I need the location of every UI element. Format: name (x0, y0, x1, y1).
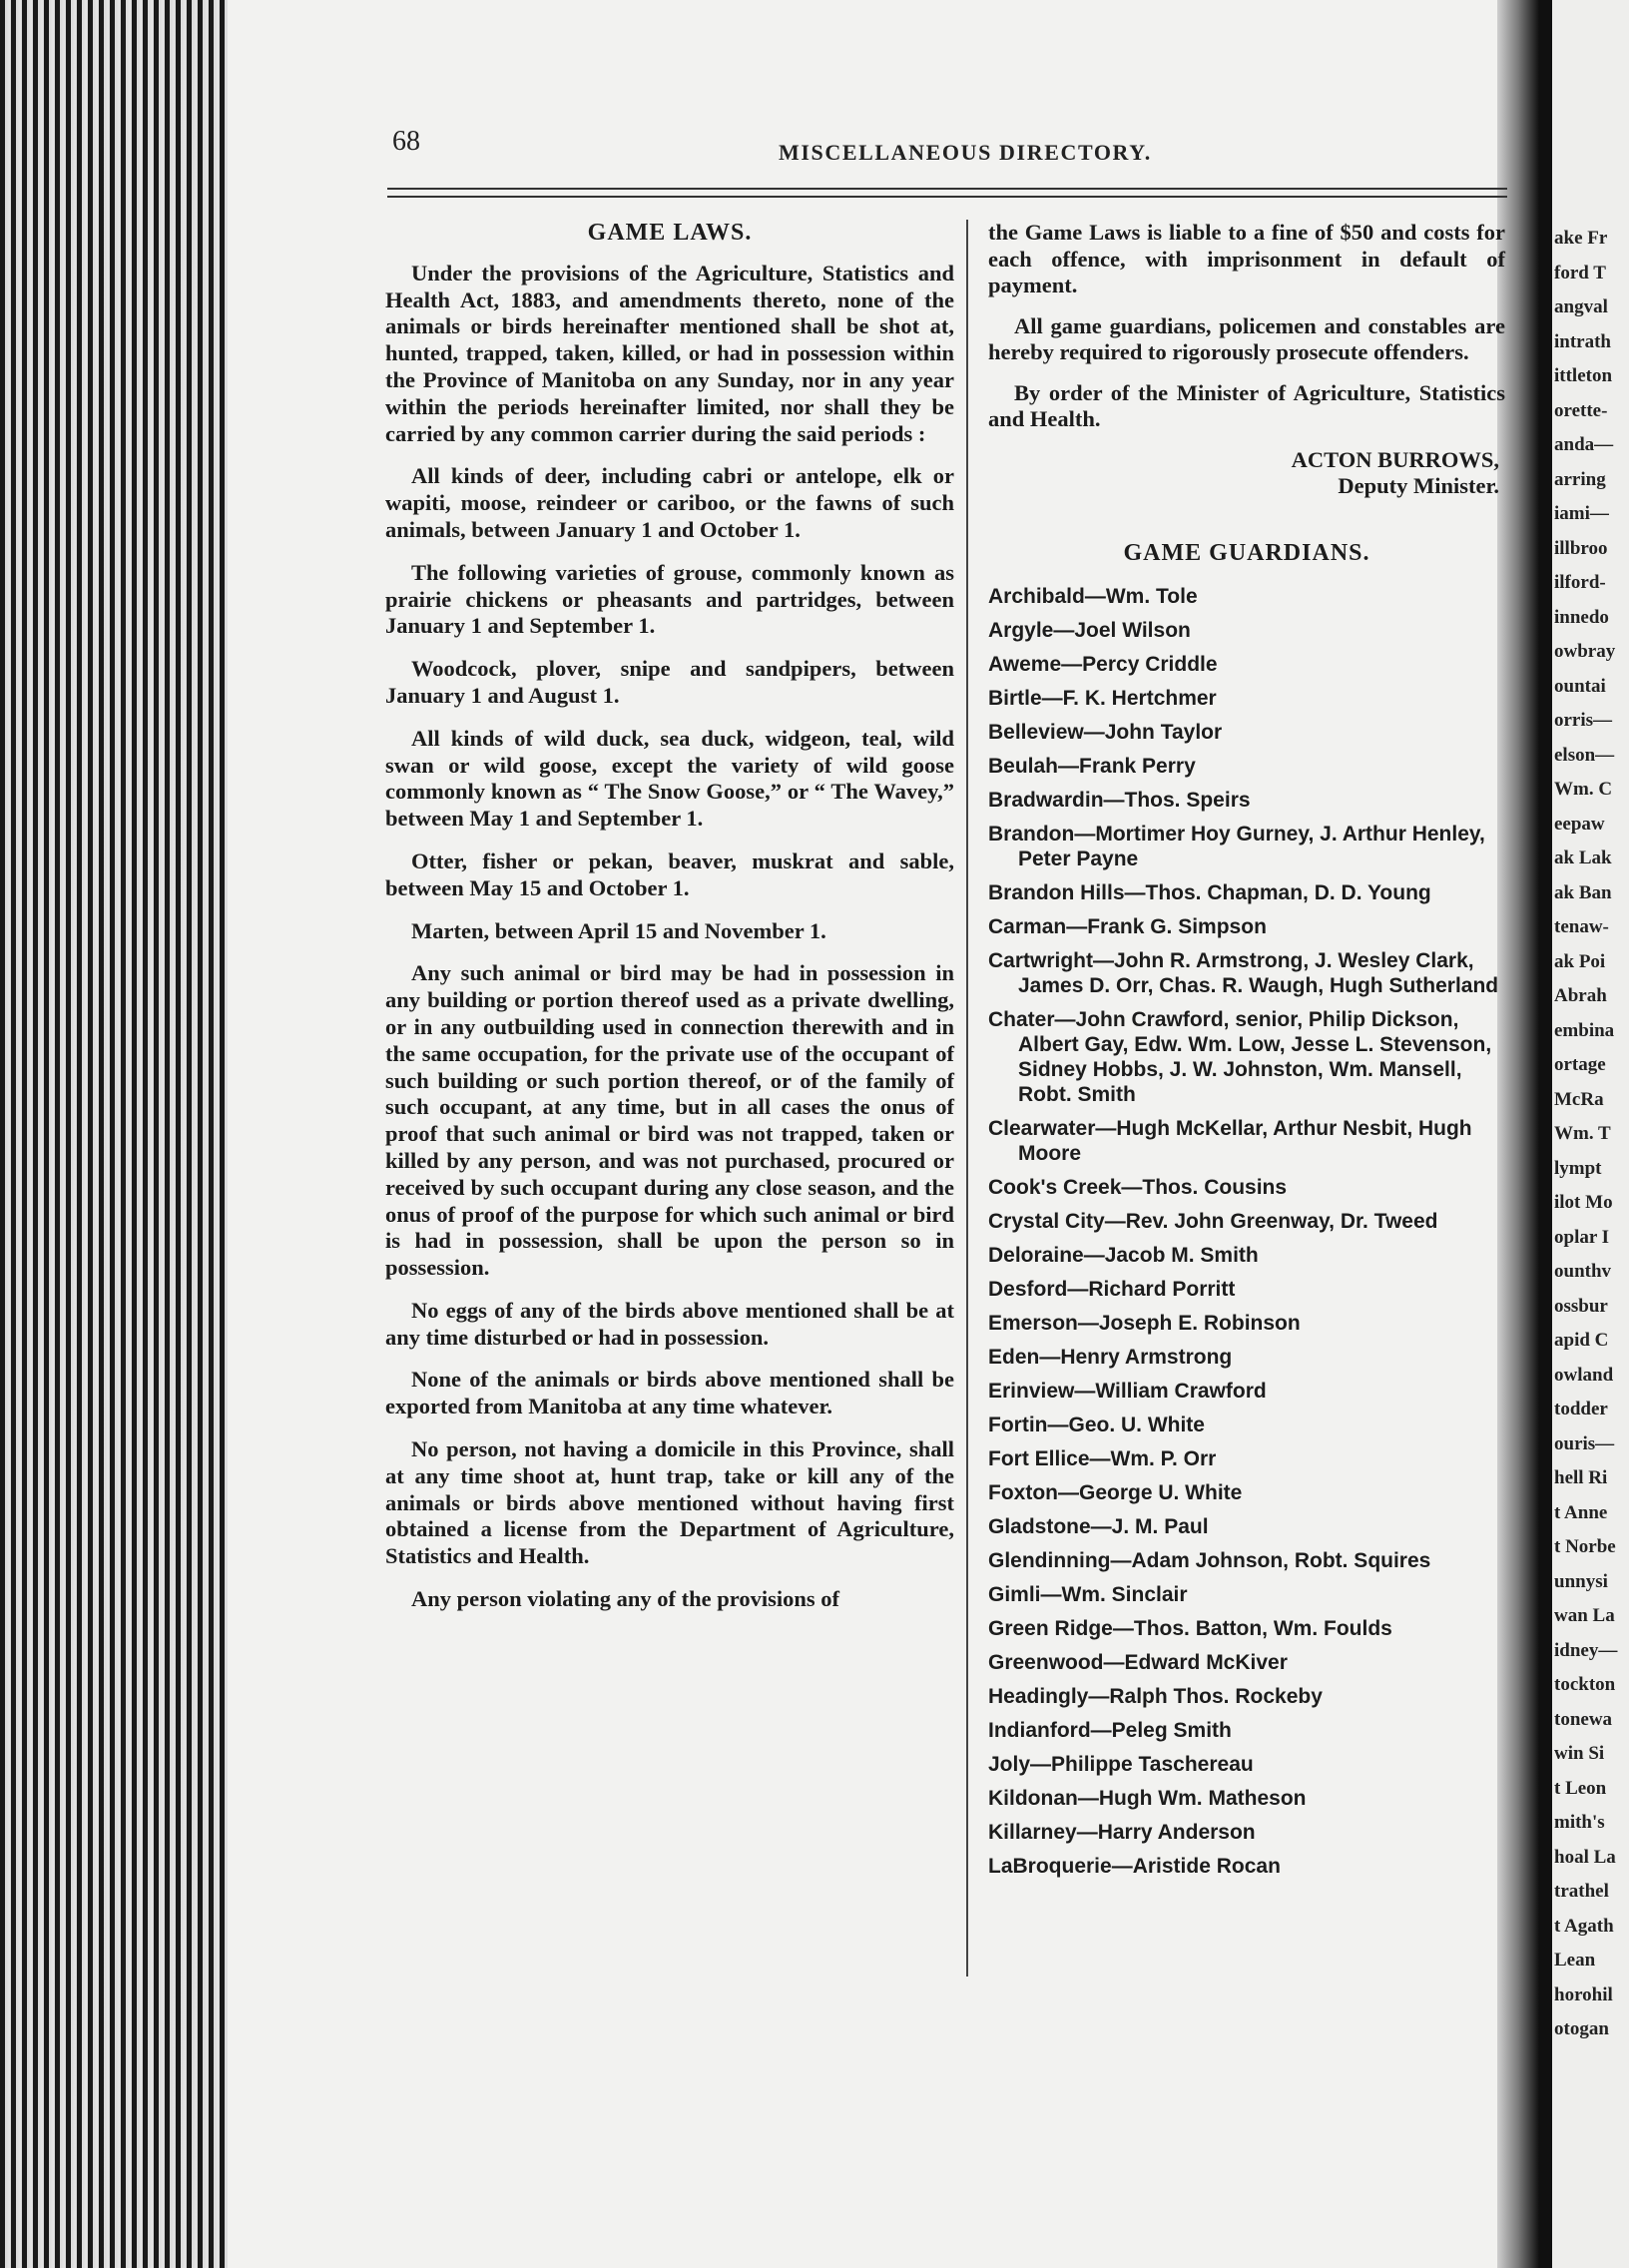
facing-page-line: oplar I (1554, 1226, 1610, 1248)
facing-page-line: innedo (1554, 606, 1609, 628)
facing-page-line: intrath (1554, 330, 1611, 352)
facing-page-line: mith's (1554, 1812, 1605, 1833)
facing-page-line: t Agath (1554, 1915, 1614, 1937)
facing-page-line: ford T (1554, 262, 1606, 284)
guardian-entry: Bradwardin—Thos. Speirs (988, 789, 1251, 812)
facing-page-line: Lean (1554, 1950, 1596, 1971)
facing-page-line: owbray (1554, 641, 1616, 662)
facing-page-line: otogan (1554, 2018, 1609, 2039)
game-law-paragraph: All kinds of wild duck, sea duck, widgeon, teal, wild swan or wild goose, except the variety of wild goose commonly known as “ The Snow Goose,” or “ The Wavey,” between May 1 and September 1. (385, 725, 954, 832)
game-laws-paragraphs (385, 261, 954, 1613)
facing-page-line: unnysi (1554, 1570, 1608, 1592)
facing-page-line: Wm. C (1554, 779, 1613, 800)
facing-page-line: ounthv (1554, 1261, 1612, 1282)
facing-page-line: wan La (1554, 1605, 1615, 1626)
guardian-entry: Eden—Henry Armstrong (988, 1346, 1233, 1369)
guardian-entry: Joly—Philippe Taschereau (988, 1753, 1254, 1776)
game-law-paragraph: Woodcock, plover, snipe and sandpipers, between January 1 and August 1. (385, 656, 954, 708)
facing-page-line: ittleton (1554, 365, 1613, 386)
facing-page-line: anda— (1554, 434, 1614, 455)
game-law-paragraph: The following varieties of grouse, commonly known as prairie chickens or pheasants and partridges, between January 1 and September 1. (385, 559, 954, 639)
guardian-entry: Foxton—George U. White (988, 1481, 1243, 1504)
guardian-entry: Deloraine—Jacob M. Smith (988, 1244, 1259, 1267)
facing-page-line: ak Ban (1554, 881, 1612, 903)
facing-page-line: orette- (1554, 399, 1608, 421)
guardian-entry: Birtle—F. K. Hertchmer (988, 687, 1217, 710)
guardian-entry: Carman—Frank G. Simpson (988, 915, 1267, 938)
guardian-entry: Cook's Creek—Thos. Cousins (988, 1176, 1288, 1199)
guardian-entry: Headingly—Ralph Thos. Rockeby (988, 1685, 1323, 1708)
facing-page-line: ortage (1554, 1054, 1606, 1075)
facing-page-line: orris— (1554, 710, 1613, 731)
guardian-entry: Indianford—Peleg Smith (988, 1719, 1232, 1742)
game-laws-column (385, 220, 954, 1629)
running-head: MISCELLANEOUS DIRECTORY. (779, 140, 1152, 165)
guardian-entry: Cartwright—John R. Armstrong, J. Wesley Clark, James D. Orr, Chas. R. Waugh, Hugh Sutherland (988, 949, 1499, 997)
facing-page-line: elson— (1554, 744, 1615, 766)
facing-page-line: tonewa (1554, 1708, 1613, 1730)
facing-page-line: hoal La (1554, 1846, 1616, 1868)
guardian-entry: Beulah—Frank Perry (988, 755, 1196, 778)
game-laws-order: By order of the Minister of Agriculture, Statistics and Health. (988, 379, 1505, 431)
facing-page-line: illbroo (1554, 537, 1608, 559)
guardian-entry: Clearwater—Hugh McKellar, Arthur Nesbit, Hugh Moore (988, 1117, 1472, 1165)
game-law-paragraph: No eggs of any of the birds above mentioned shall be at any time disturbed or had in possession. (385, 1297, 954, 1350)
facing-page-line: horohil (1554, 1984, 1613, 2005)
game-laws-title: GAME LAWS. (587, 220, 753, 246)
facing-page-line: ossbur (1554, 1295, 1608, 1317)
right-column (988, 220, 1505, 1888)
signature-title: Deputy Minister. (1338, 473, 1499, 498)
guardian-entry: Desford—Richard Porritt (988, 1278, 1236, 1301)
guardian-entry: Erinview—William Crawford (988, 1380, 1267, 1403)
game-law-paragraph: All kinds of deer, including cabri or antelope, elk or wapiti, moose, reindeer or cariboo, or the fawns of such animals, between January 1 and October 1. (385, 463, 954, 542)
guardian-entry: Brandon—Mortimer Hoy Gurney, J. Arthur Henley, Peter Payne (988, 823, 1485, 870)
stacked-page-edges (0, 0, 240, 2268)
facing-page-line: tockton (1554, 1674, 1616, 1695)
facing-page-line: t Leon (1554, 1777, 1607, 1799)
guardian-entry: LaBroquerie—Aristide Rocan (988, 1855, 1281, 1878)
column-divider (966, 220, 968, 1977)
facing-page-line: ouris— (1554, 1432, 1615, 1454)
facing-page-line: todder (1554, 1399, 1608, 1419)
game-law-paragraph: Marten, between April 15 and November 1. (411, 917, 826, 943)
game-guardians-list (988, 584, 1505, 1879)
facing-page-line: iami— (1554, 503, 1609, 524)
facing-page-line: arring (1554, 468, 1606, 490)
game-law-paragraph: No person, not having a domicile in this Province, shall at any time shoot at, hunt trap, take or kill any of the animals or birds above mentioned without having first obtained a license from the Department of Agriculture, Statistics and Health. (385, 1436, 954, 1569)
facing-page-line: hell Ri (1554, 1467, 1608, 1488)
facing-page-line: idney— (1554, 1639, 1618, 1661)
header-rule-top (387, 188, 1507, 190)
guardian-entry: Brandon Hills—Thos. Chapman, D. D. Young (988, 881, 1431, 904)
facing-page-line: ak Lak (1554, 848, 1612, 868)
facing-page-line: ilot Mo (1554, 1192, 1613, 1213)
guardian-entry: Archibald—Wm. Tole (988, 585, 1198, 608)
game-law-paragraph: Otter, fisher or pekan, beaver, muskrat and sable, between May 15 and October 1. (385, 848, 954, 900)
facing-page-line: McRa (1554, 1088, 1604, 1110)
facing-page-line: ak Poi (1554, 950, 1606, 972)
guardian-entry: Belleview—John Taylor (988, 721, 1223, 744)
facing-page-line: owland (1554, 1364, 1614, 1386)
game-laws-enforcement: All game guardians, policemen and constables are hereby required to rigorously prosecute offenders. (988, 312, 1505, 364)
facing-page-line: Abrah (1554, 985, 1607, 1006)
game-law-paragraph: Any person violating any of the provisions of (411, 1586, 840, 1612)
game-laws-continuation: the Game Laws is liable to a fine of $50 and costs for each offence, with imprisonment in default of payment. (988, 220, 1505, 297)
facing-page-line: tenaw- (1554, 916, 1609, 937)
facing-page-line: embina (1554, 1019, 1615, 1041)
guardian-entry: Gimli—Wm. Sinclair (988, 1583, 1188, 1606)
guardian-entry: Chater—John Crawford, senior, Philip Dickson, Albert Gay, Edw. Wm. Low, Jesse L. Stevenson, Sidney Hobbs, J. W. Johnston, Wm. Mansell, Robt. Smith (988, 1008, 1492, 1106)
game-law-paragraph: None of the animals or birds above mentioned shall be exported from Manitoba at any time whatever. (385, 1367, 954, 1419)
guardian-entry: Kildonan—Hugh Wm. Matheson (988, 1787, 1307, 1810)
guardian-entry: Greenwood—Edward McKiver (988, 1651, 1288, 1674)
page-number: 68 (392, 126, 420, 157)
facing-page-line: eepaw (1554, 813, 1605, 835)
facing-page-line: ountai (1554, 675, 1606, 697)
guardian-entry: Fortin—Geo. U. White (988, 1414, 1205, 1436)
facing-page-fragment (1552, 0, 1629, 2268)
facing-page-line: apid C (1554, 1330, 1609, 1351)
guardian-entry: Emerson—Joseph E. Robinson (988, 1312, 1301, 1335)
guardian-entry: Gladstone—J. M. Paul (988, 1515, 1209, 1538)
facing-page-line: angval (1554, 296, 1608, 317)
game-law-paragraph: Any such animal or bird may be had in possession in any building or portion thereof used as a private dwelling, or in any outbuilding used in connection therewith and in the same occupation, for the private use of the occupant of such building or such portion thereof, or of the family of such occupant, at any time, but in all cases the onus of proof that such animal or bird was not trapped, taken or killed by any person, and was not purchased, procured or received by such occupant during any close season, and the onus of proof of the purpose for which such animal or bird is had in possession, shall be upon the person so in possession. (385, 960, 954, 1281)
facing-page-line: ilford- (1554, 572, 1606, 593)
guardian-entry: Fort Ellice—Wm. P. Orr (988, 1447, 1217, 1470)
guardian-entry: Crystal City—Rev. John Greenway, Dr. Tweed (988, 1210, 1438, 1233)
guardian-entry: Argyle—Joel Wilson (988, 619, 1191, 642)
header-rule-bottom (387, 196, 1507, 198)
facing-page-line: ake Fr (1554, 228, 1608, 249)
facing-page-line: t Anne (1554, 1501, 1608, 1523)
facing-page-line: t Norbe (1554, 1536, 1616, 1557)
game-guardians-title: GAME GUARDIANS. (1123, 539, 1370, 566)
facing-page-line: Wm. T (1554, 1123, 1611, 1144)
guardian-entry: Killarney—Harry Anderson (988, 1821, 1256, 1844)
guardian-entry: Green Ridge—Thos. Batton, Wm. Foulds (988, 1617, 1392, 1640)
signature-name: ACTON BURROWS, (1291, 446, 1499, 472)
facing-page-line: win Si (1554, 1743, 1605, 1764)
facing-page-line: lympt (1554, 1157, 1602, 1179)
game-law-paragraph: Under the provisions of the Agriculture, Statistics and Health Act, 1883, and amendments thereto, none of the animals or birds hereinafter mentioned shall be shot at, hunted, trapped, taken, killed, or had in possession within the Province of Manitoba on any Sunday, nor in any year within the periods hereinafter limited, nor shall they be carried by any common carrier during the said periods : (385, 260, 954, 446)
guardian-entry: Aweme—Percy Criddle (988, 653, 1218, 676)
facing-page-line: trathel (1554, 1881, 1609, 1902)
guardian-entry: Glendinning—Adam Johnson, Robt. Squires (988, 1549, 1431, 1572)
